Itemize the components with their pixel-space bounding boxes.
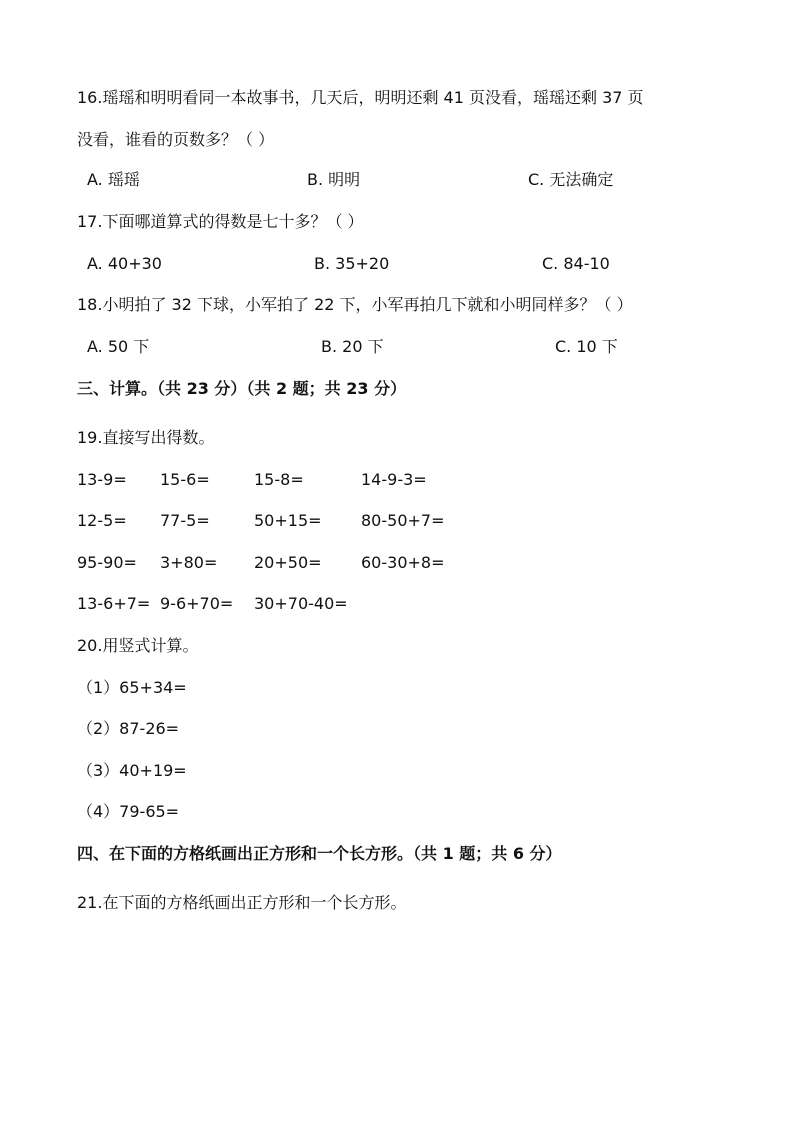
q18-option-a: A. 50 下 bbox=[87, 337, 150, 356]
section-3-heading: 三、计算。（共 23 分）（共 2 题；共 23 分） bbox=[77, 379, 407, 398]
q19-r1-c4: 14-9-3= bbox=[361, 470, 427, 489]
q19-r1-c2: 15-6= bbox=[160, 470, 210, 489]
q18-text: 18.小明拍了 32 下球，小军拍了 22 下，小军再拍几下就和小明同样多？（ ） bbox=[77, 295, 633, 314]
q19-r2-c2: 77-5= bbox=[160, 511, 210, 530]
q19-r1-c3: 15-8= bbox=[254, 470, 304, 489]
section-4-heading: 四、在下面的方格纸画出正方形和一个长方形。（共 1 题；共 6 分） bbox=[77, 844, 562, 863]
q17-option-b: B. 35+20 bbox=[314, 254, 390, 273]
q19-r2-c4: 80-50+7= bbox=[361, 511, 445, 530]
q19-r3-c4: 60-30+8= bbox=[361, 553, 445, 572]
q17-text: 17.下面哪道算式的得数是七十多？（ ） bbox=[77, 212, 364, 231]
q16-option-c: C. 无法确定 bbox=[528, 170, 614, 189]
q20-item-3: （3）40+19= bbox=[77, 761, 187, 780]
q19-r1-c1: 13-9= bbox=[77, 470, 127, 489]
q19-r4-c2: 9-6+70= bbox=[160, 594, 234, 613]
q16-text-line2: 没看，谁看的页数多？（ ） bbox=[77, 130, 275, 149]
q19-r3-c2: 3+80= bbox=[160, 553, 218, 572]
q16-option-b: B. 明明 bbox=[307, 170, 361, 189]
q19-r2-c3: 50+15= bbox=[254, 511, 322, 530]
q20-item-1: （1）65+34= bbox=[77, 678, 187, 697]
q19-r2-c1: 12-5= bbox=[77, 511, 127, 530]
q20-text: 20.用竖式计算。 bbox=[77, 636, 199, 655]
q19-r4-c3: 30+70-40= bbox=[254, 594, 348, 613]
q19-text: 19.直接写出得数。 bbox=[77, 428, 215, 447]
q16-text-line1: 16.瑶瑶和明明看同一本故事书，几天后，明明还剩 41 页没看，瑶瑶还剩 37 页 bbox=[77, 88, 644, 107]
q21-text: 21.在下面的方格纸画出正方形和一个长方形。 bbox=[77, 893, 407, 912]
q18-option-b: B. 20 下 bbox=[321, 337, 384, 356]
q19-r3-c1: 95-90= bbox=[77, 553, 137, 572]
q20-item-4: （4）79-65= bbox=[77, 802, 180, 821]
q19-r3-c3: 20+50= bbox=[254, 553, 322, 572]
q16-option-a: A. 瑶瑶 bbox=[87, 170, 140, 189]
q17-option-a: A. 40+30 bbox=[87, 254, 162, 273]
q18-option-c: C. 10 下 bbox=[555, 337, 618, 356]
q19-r4-c1: 13-6+7= bbox=[77, 594, 151, 613]
q20-item-2: （2）87-26= bbox=[77, 719, 180, 738]
q17-option-c: C. 84-10 bbox=[542, 254, 610, 273]
